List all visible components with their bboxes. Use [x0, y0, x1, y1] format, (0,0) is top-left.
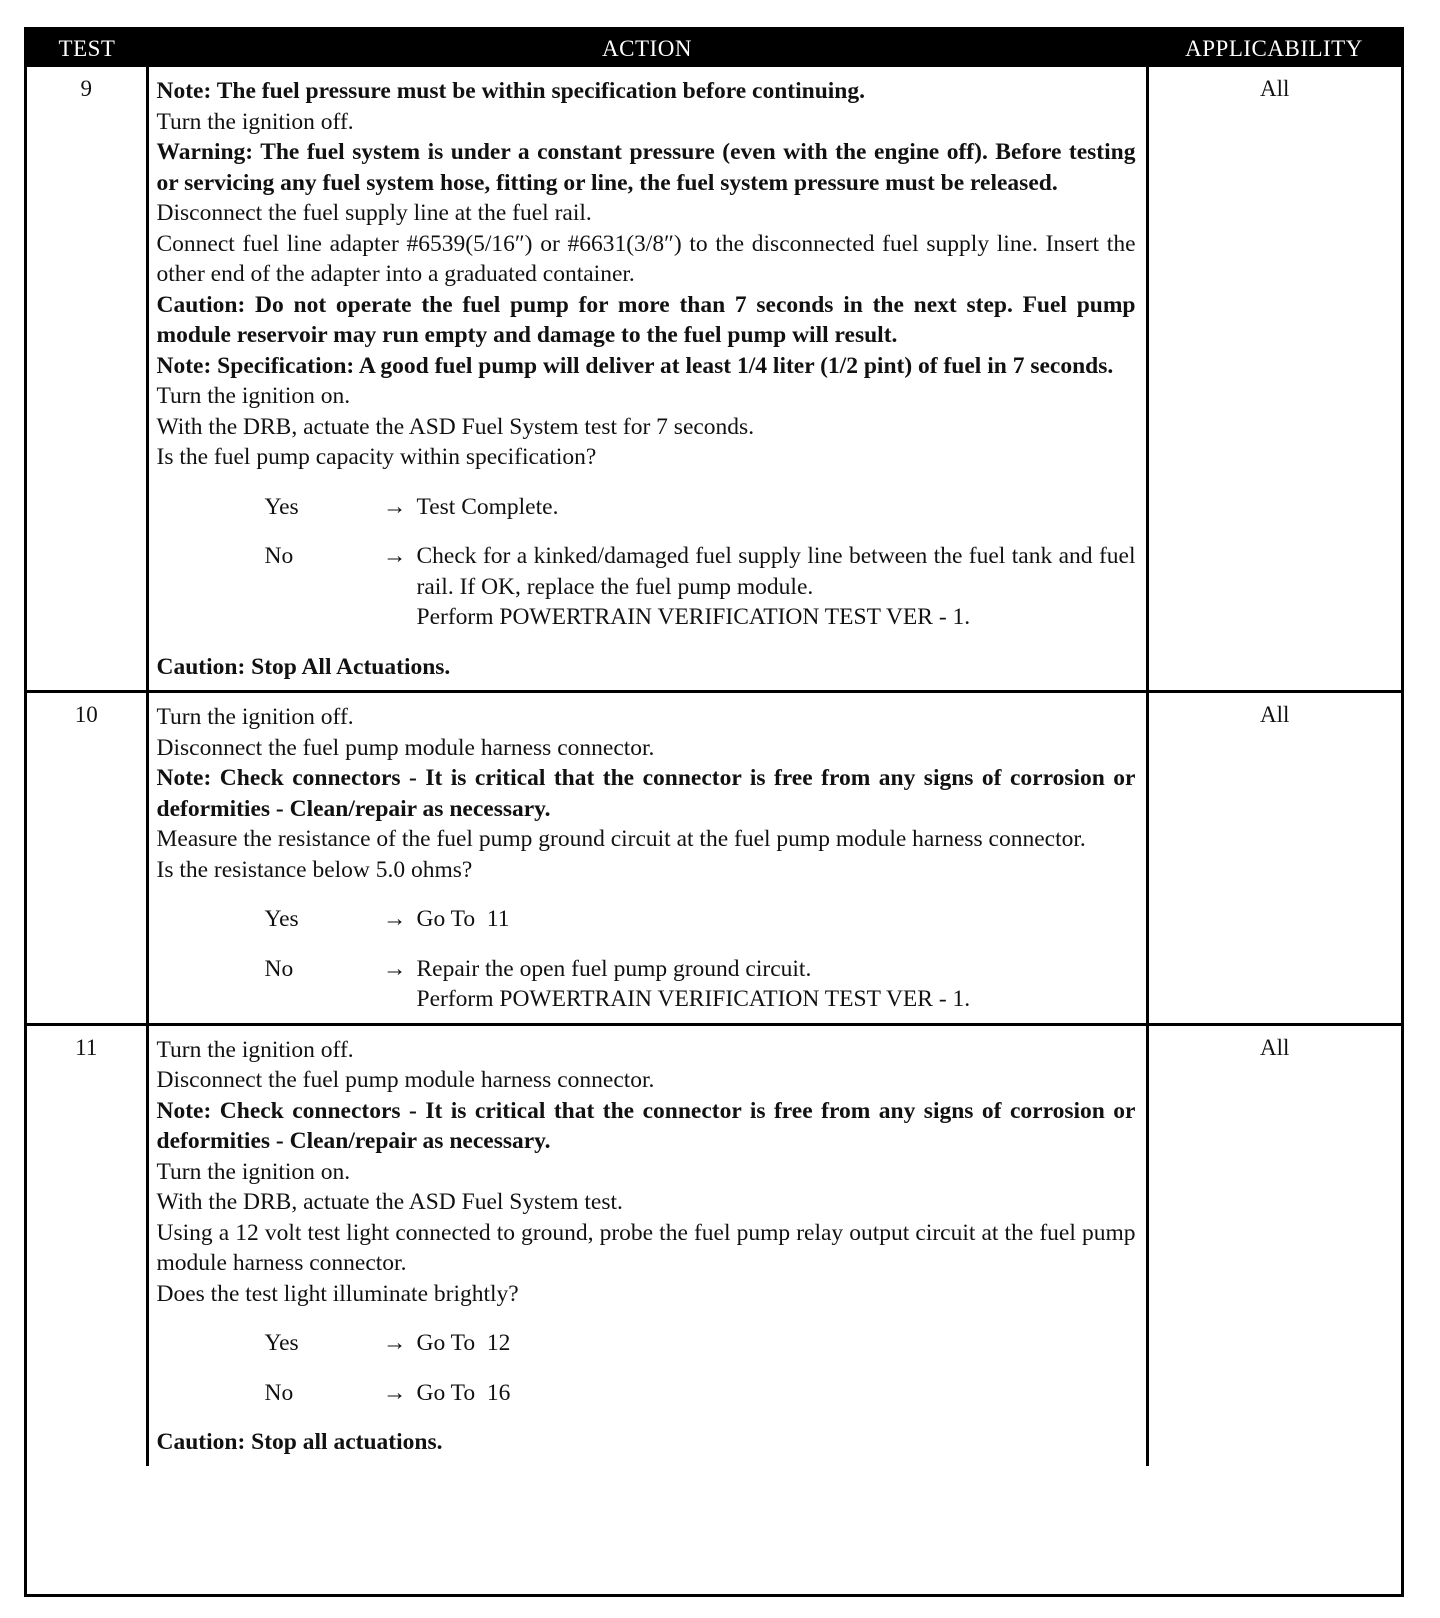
applicability-value: All	[1147, 692, 1401, 1025]
answer-label: Yes	[264, 1330, 299, 1356]
action-step: With the DRB, actuate the ASD Fuel System test.	[156, 1189, 623, 1215]
action-step: Disconnect the fuel pump module harness connector.	[156, 1067, 655, 1093]
action-step: Is the resistance below 5.0 ohms?	[156, 856, 473, 883]
answer-text	[417, 1378, 1136, 1409]
header-test: TEST	[27, 30, 147, 67]
action-note: Note: The fuel pressure must be within specification before continuing.	[156, 78, 865, 104]
procedure-table-page	[24, 27, 1404, 1597]
answer-branch	[157, 541, 1142, 633]
answer-text	[416, 541, 1142, 633]
test-number: 10	[27, 692, 147, 1025]
caution-footer: Caution: Stop All Actuations.	[156, 653, 451, 680]
answer-line: Perform POWERTRAIN VERIFICATION TEST VER - 1.	[416, 986, 971, 1012]
test-procedure-table	[27, 30, 1401, 1466]
action-note: Note: Check connectors - It is critical that the connector is free from any signs of corrosion or deformities - Clean/repair as necessary.	[156, 765, 1136, 822]
test-number: 11	[27, 1024, 147, 1466]
action-step: Connect fuel line adapter #6539(5/16″) or #6631(3/8″) to the disconnected fuel supply line. Insert the other end of the adapter into a graduated container.	[156, 230, 1136, 287]
action-step: Turn the ignition on.	[156, 1158, 351, 1185]
answer-branch	[157, 954, 1136, 1015]
answer-text	[417, 904, 1136, 935]
answer-text	[417, 492, 1136, 523]
action-step: Is the fuel pump capacity within specification?	[156, 444, 597, 470]
answer-text	[417, 954, 1136, 1015]
answer-line: Go To 12	[416, 1330, 511, 1356]
header-applicability: APPLICABILITY	[1147, 30, 1401, 67]
action-step: Using a 12 volt test light connected to ground, probe the fuel pump relay output circuit at the fuel pump module harness connector.	[156, 1219, 1136, 1276]
arrow-icon: →	[382, 493, 407, 520]
answer-text	[417, 1328, 1136, 1359]
action-step: Disconnect the fuel pump module harness connector.	[156, 734, 655, 761]
table-header-row	[27, 30, 1401, 67]
action-step: Measure the resistance of the fuel pump ground circuit at the fuel pump module harness connector.	[156, 826, 1086, 852]
arrow-icon: →	[382, 1330, 407, 1356]
answer-branch	[157, 1378, 1136, 1409]
action-step: Turn the ignition off.	[156, 108, 354, 135]
applicability-value: All	[1147, 67, 1401, 692]
answer-line: Repair the open fuel pump ground circuit.	[416, 955, 812, 982]
answer-label: No	[264, 955, 294, 982]
action-note: Note: Check connectors - It is critical that the connector is free from any signs of corrosion or deformities - Clean/repair as necessary.	[156, 1097, 1136, 1154]
answer-line: Check for a kinked/damaged fuel supply line between the fuel tank and fuel rail. If OK, replace the fuel pump module.	[416, 543, 1142, 600]
action-cell	[147, 67, 1147, 692]
action-step: With the DRB, actuate the ASD Fuel System test for 7 seconds.	[156, 413, 755, 440]
action-step: Turn the ignition on.	[156, 383, 351, 409]
arrow-icon: →	[382, 955, 407, 982]
action-note: Note: Specification: A good fuel pump will deliver at least 1/4 liter (1/2 pint) of fuel in 7 seconds.	[156, 352, 1114, 379]
action-step: Disconnect the fuel supply line at the fuel rail.	[156, 200, 592, 226]
answer-label: Yes	[264, 906, 299, 932]
caution-footer: Caution: Stop all actuations.	[156, 1429, 443, 1455]
answer-branch	[157, 1328, 1136, 1359]
header-action: ACTION	[147, 30, 1147, 67]
arrow-icon: →	[382, 1379, 407, 1406]
action-cell	[147, 692, 1147, 1025]
answer-line: Test Complete.	[416, 493, 559, 520]
answer-label: No	[264, 543, 294, 569]
answer-line: Perform POWERTRAIN VERIFICATION TEST VER - 1.	[416, 604, 971, 630]
action-note: Caution: Do not operate the fuel pump for more than 7 seconds in the next step. Fuel pump module reservoir may run empty and damage to the fuel pump will result.	[156, 291, 1136, 348]
action-step: Does the test light illuminate brightly?	[156, 1280, 519, 1307]
action-note: Warning: The fuel system is under a constant pressure (even with the engine off). Before testing or servicing any fuel system hose, fitting or line, the fuel system pressure must be released.	[156, 139, 1136, 196]
table-row	[27, 1024, 1401, 1466]
action-cell	[147, 1024, 1147, 1466]
answer-line: Go To 11	[416, 906, 510, 932]
arrow-icon: →	[382, 543, 407, 569]
action-step: Turn the ignition off.	[156, 1036, 354, 1063]
test-number: 9	[27, 67, 147, 692]
action-step: Turn the ignition off.	[156, 704, 354, 730]
table-row	[27, 67, 1401, 692]
arrow-icon: →	[382, 906, 407, 932]
table-row	[27, 692, 1401, 1025]
answer-branch	[157, 904, 1136, 935]
answer-label: Yes	[264, 493, 299, 520]
applicability-value: All	[1147, 1024, 1401, 1466]
answer-branch	[157, 492, 1136, 523]
answer-label: No	[264, 1379, 294, 1406]
answer-line: Go To 16	[416, 1379, 511, 1406]
